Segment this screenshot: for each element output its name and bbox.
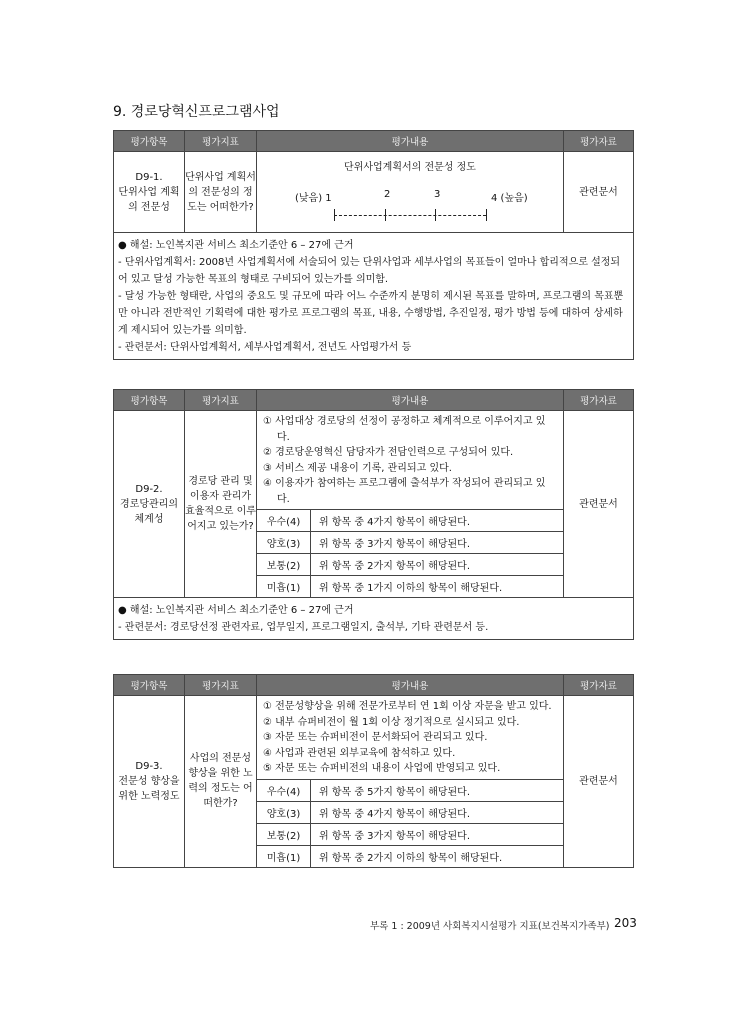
criteria-item: ② 내부 슈퍼비전이 월 1회 이상 정기적으로 실시되고 있다. [263,716,520,728]
header-item: 평가항목 [114,675,185,696]
note-line: ● 해설: 노인복지관 서비스 최소기준안 6 – 27에 근거 [118,240,354,251]
table-row [114,696,634,780]
header-indicator: 평가지표 [185,131,257,152]
evaluation-table-1 [113,130,634,360]
note-line: - 관련문서: 경로당선정 관련자료, 업무일지, 프로그램일지, 출석부, 기타 관련문서 등. [118,622,489,633]
item-code: D9-2. [135,483,163,495]
grade-label: 양호(3) [257,801,311,823]
item-name: 전문성 향상을 위한 노력정도 [118,775,180,802]
indicator-cell: 사업의 전문성 향상을 위한 노력의 정도는 어떠한가? [185,696,257,868]
grade-description: 위 항목 중 4가지 항목이 해당된다. [311,510,564,532]
grade-label: 보통(2) [257,823,311,845]
header-item: 평가항목 [114,131,185,152]
item-name: 경로당관리의 체계성 [120,498,178,525]
grade-label: 우수(4) [257,510,311,532]
criteria-list [257,696,564,780]
grade-description: 위 항목 중 1가지 이하의 항목이 해당된다. [311,576,564,598]
scale-label-2: 2 [384,189,391,200]
page-title: 9. 경로당혁신프로그램사업 [113,104,280,120]
scale-high-label: 4 (높음) [491,193,528,204]
item-cell [114,152,185,233]
item-code: D9-1. [135,171,163,183]
grade-description: 위 항목 중 3가지 항목이 해당된다. [311,532,564,554]
header-content: 평가내용 [257,390,564,411]
grade-label: 양호(3) [257,532,311,554]
indicator-cell: 경로당 관리 및 이용자 관리가 효율적으로 이루어지고 있는가? [185,411,257,598]
scale-title: 단위사업계획서의 전문성 정도 [344,162,476,173]
table-header-row [114,131,634,152]
header-content: 평가내용 [257,675,564,696]
item-code: D9-3. [135,760,163,772]
grade-description: 위 항목 중 5가지 항목이 해당된다. [311,779,564,801]
criteria-item: ① 전문성향상을 위해 전문가로부터 연 1회 이상 자문을 받고 있다. [263,701,552,712]
rating-scale [257,152,564,233]
scale-line [334,215,486,216]
grade-label: 보통(2) [257,554,311,576]
scale-tick [385,209,386,221]
table-row [114,152,634,233]
item-cell [114,411,185,598]
scale-label-3: 3 [434,189,441,200]
material-cell: 관련문서 [564,152,634,233]
criteria-item: ③ 자문 또는 슈퍼비전이 문서화되어 관리되고 있다. [263,732,488,743]
scale-tick [334,209,335,221]
table-header-row [114,675,634,696]
page-number: 203 [614,916,637,930]
table-row [114,411,634,510]
criteria-item: ② 경로당운영혁신 담당자가 전담인력으로 구성되어 있다. [263,447,514,458]
header-content: 평가내용 [257,131,564,152]
note-line: - 단위사업계획서: 2008년 사업계획서에 서술되어 있는 단위사업과 세부사업의 목표들이 얼마나 합리적으로 설정되어 있고 달성 가능한 목표의 형태로 구비되어 있는가를 의미함. [118,257,621,285]
evaluation-table-3 [113,674,634,868]
notes-row [114,233,634,360]
grade-label: 미흡(1) [257,576,311,598]
header-indicator: 평가지표 [185,390,257,411]
grade-description: 위 항목 중 2가지 항목이 해당된다. [311,554,564,576]
scale-tick [486,209,487,221]
note-line: - 관련문서: 단위사업계획서, 세부사업계획서, 전년도 사업평가서 등 [118,342,412,353]
header-item: 평가항목 [114,390,185,411]
grade-label: 미흡(1) [257,845,311,867]
header-material: 평가자료 [564,675,634,696]
grade-description: 위 항목 중 4가지 항목이 해당된다. [311,801,564,823]
grade-description: 위 항목 중 3가지 항목이 해당된다. [311,823,564,845]
page-footer: 부록 1 : 2009년 사회복지시설평가 지표(보건복지가족부) [370,921,610,932]
criteria-item: ④ 이용자가 참여하는 프로그램에 출석부가 작성되어 관리되고 있다. [263,478,546,505]
scale-low-label: (낮음) 1 [295,193,332,204]
criteria-item: ⑤ 자문 또는 슈퍼비전의 내용이 사업에 반영되고 있다. [263,763,501,774]
grade-label: 우수(4) [257,779,311,801]
header-material: 평가자료 [564,390,634,411]
header-material: 평가자료 [564,131,634,152]
indicator-cell: 단위사업 계획서의 전문성의 정도는 어떠한가? [185,152,257,233]
evaluation-table-2 [113,389,634,640]
scale-tick [435,209,436,221]
grade-description: 위 항목 중 2가지 이하의 항목이 해당된다. [311,845,564,867]
criteria-item: ③ 서비스 제공 내용이 기록, 관리되고 있다. [263,462,452,474]
notes-cell [114,233,634,360]
material-cell: 관련문서 [564,411,634,598]
item-cell [114,696,185,868]
note-line: ● 해설: 노인복지관 서비스 최소기준안 6 – 27에 근거 [118,605,354,616]
table-header-row [114,390,634,411]
note-line: - 달성 가능한 형태란, 사업의 중요도 및 규모에 따라 어느 수준까지 분명히 제시된 목표를 말하며, 프로그램의 목표뿐만 아니라 전반적인 기획력에 대한 평가로 프로그램의 목표, 내용, 수행방법, 추진일정, 평가 방법 등에 대하여 상세하게 제시되어 있는가를 의미함. [118,291,624,336]
criteria-item: ④ 사업과 관련된 외부교육에 참석하고 있다. [263,747,456,759]
notes-cell [114,598,634,640]
material-cell: 관련문서 [564,696,634,868]
header-indicator: 평가지표 [185,675,257,696]
criteria-item: ① 사업대상 경로당의 선정이 공정하고 체계적으로 이루어지고 있다. [263,416,546,443]
criteria-list [257,411,564,510]
item-name: 단위사업 계획의 전문성 [118,186,180,213]
notes-row [114,598,634,640]
